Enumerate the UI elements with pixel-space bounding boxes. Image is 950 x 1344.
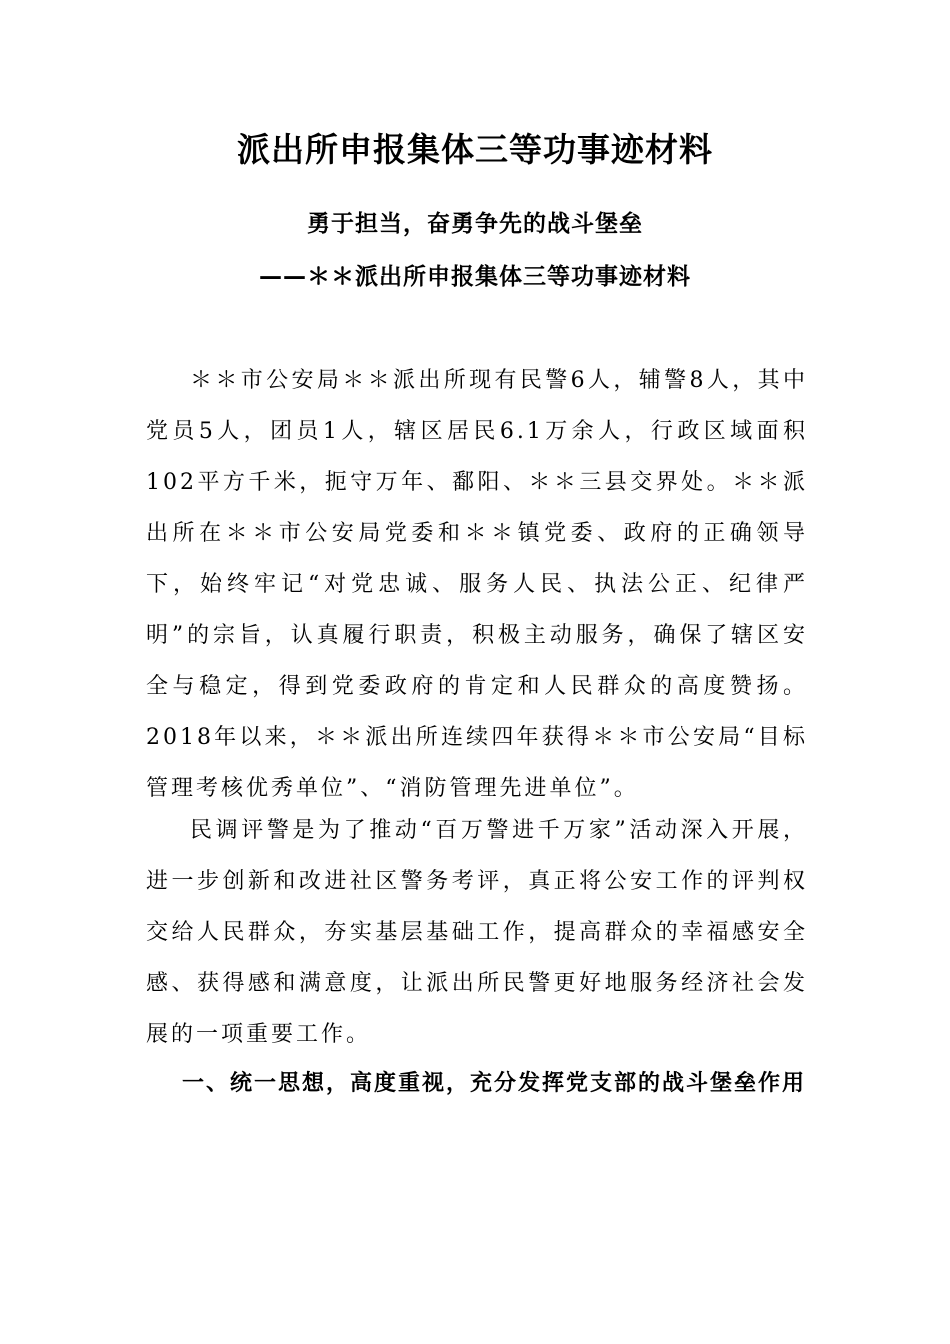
document-title: 派出所申报集体三等功事迹材料: [237, 130, 713, 169]
section-heading: 一、统一思想，高度重视，充分发挥党支部的战斗堡垒作用: [182, 1071, 807, 1096]
body-paragraph: 民调评警是为了推动“百万警进千万家”活动深入开展，进一步创新和改进社区警务考评，真正将公安工作的评判权交给人民群众，夯实基层基础工作，提高群众的幸福感安全感、获得感和满意度，让派出所民警更好地服务经济社会发展的一项重要工作。: [146, 818, 808, 1047]
document-subtitle: 勇于担当，奋勇争先的战斗堡垒: [307, 211, 643, 237]
body-paragraph: ＊＊市公安局＊＊派出所现有民警6人，辅警8人，其中党员5人，团员1人，辖区居民6.1万余人，行政区域面积102平方千米，扼守万年、鄱阳、＊＊三县交界处。＊＊派出所在＊＊市公安局党委和＊＊镇党委、政府的正确领导下，始终牢记“对党忠诚、服务人民、执法公正、纪律严明”的宗旨，认真履行职责，积极主动服务，确保了辖区安全与稳定，得到党委政府的肯定和人民群众的高度赞扬。2018年以来，＊＊派出所连续四年获得＊＊市公安局“目标管理考核优秀单位”、“消防管理先进单位”。: [146, 368, 808, 801]
document-subtitle-secondary: ——＊＊派出所申报集体三等功事迹材料: [259, 264, 691, 290]
